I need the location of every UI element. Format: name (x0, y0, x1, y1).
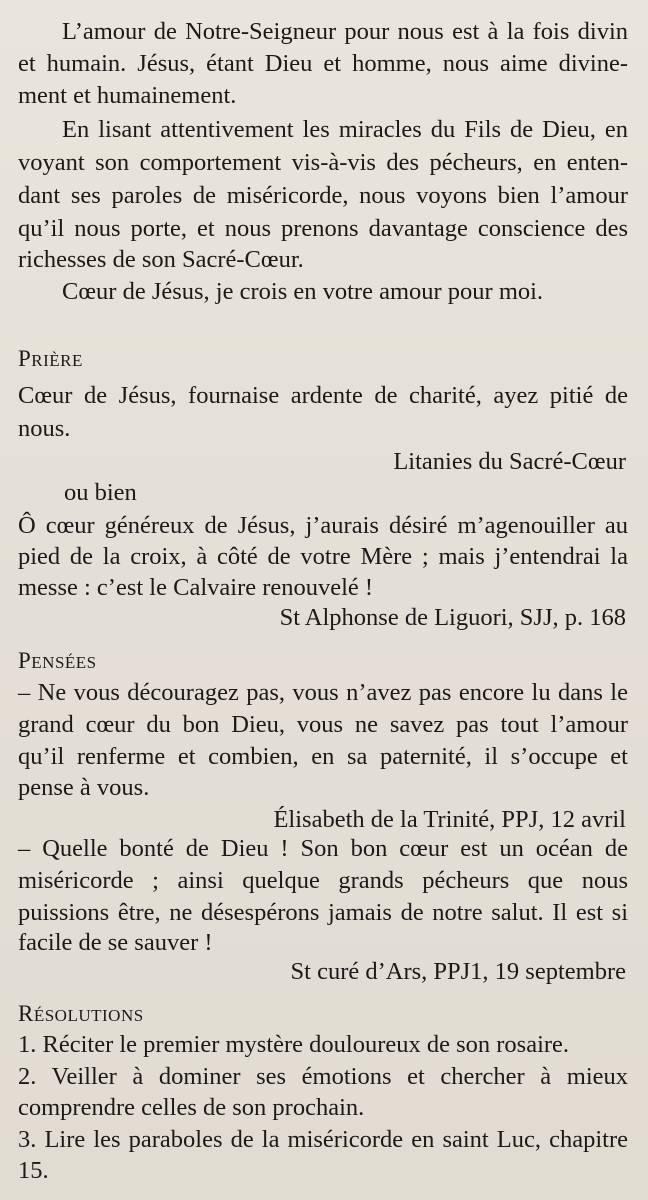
pensees-quote1-line-4: pense à vous. (18, 774, 150, 801)
pensees-heading-initial: P (18, 648, 32, 673)
priere-text1-line-2: nous. (18, 415, 71, 442)
meditation-p1-line-3: ment et humainement. (18, 82, 237, 109)
priere-heading-rest: RIÈRE (31, 351, 83, 370)
priere-source-2: St Alphonse de Liguori, SJJ, p. 168 (279, 604, 626, 631)
priere-text2-line-1: Ô cœur généreux de Jésus, j’aurais désiré m’agenouiller au (18, 512, 628, 539)
priere-heading (18, 343, 628, 377)
pensees-source-1: Élisabeth de la Trinité, PPJ, 12 avril (273, 806, 626, 833)
priere-text2-line-3: messe : c’est le Calvaire renouvelé ! (18, 574, 374, 601)
priere-text2-line-2: pied de la croix, à côté de votre Mère ; mais j’entendrai la (18, 543, 628, 570)
resolutions-heading-rest: ÉSOLUTIONS (33, 1006, 144, 1025)
priere-heading-initial: P (18, 346, 32, 371)
pensees-quote2-line-4: facile de se sauver ! (18, 929, 213, 956)
resolutions-heading (18, 998, 628, 1032)
meditation-p1-line-1: L’amour de Notre-Seigneur pour nous est à la fois divin (62, 18, 628, 45)
pensees-quote1-line-3: qu’il renferme et combien, en sa paternité, il s’occupe et (18, 743, 628, 770)
resolution-item-1: 1. Réciter le premier mystère douloureux de son rosaire. (18, 1031, 570, 1058)
meditation-p1-line-2: et humain. Jésus, étant Dieu et homme, nous aime divine- (18, 50, 628, 77)
resolution-item-2-line-1: 2. Veiller à dominer ses émotions et chercher à mieux (18, 1063, 628, 1090)
pensees-quote1-line-2: grand cœur du bon Dieu, vous ne savez pas tout l’amour (18, 711, 628, 738)
resolution-item-2-line-2: comprendre celles de son prochain. (18, 1094, 365, 1121)
pensees-quote1-line-1: – Ne vous découragez pas, vous n’avez pas encore lu dans le (18, 679, 628, 706)
pensees-quote2-line-1: – Quelle bonté de Dieu ! Son bon cœur est un océan de (18, 835, 628, 862)
meditation-p2-line-4: qu’il nous porte, et nous prenons davantage conscience des (18, 215, 628, 242)
resolution-item-3-line-1: 3. Lire les paraboles de la miséricorde en saint Luc, chapitre (18, 1126, 628, 1153)
pensees-heading (18, 645, 628, 679)
meditation-p2-line-2: voyant son comportement vis-à-vis des pécheurs, en enten- (18, 149, 628, 176)
resolutions-heading-initial: R (18, 1001, 34, 1026)
pensees-source-2: St curé d’Ars, PPJ1, 19 septembre (290, 958, 626, 985)
meditation-p2-line-5: richesses de son Sacré-Cœur. (18, 246, 304, 273)
priere-source-1: Litanies du Sacré-Cœur (393, 448, 626, 475)
priere-or: ou bien (64, 479, 137, 506)
resolution-item-3-line-2: 15. (18, 1157, 49, 1184)
priere-text1-line-1: Cœur de Jésus, fournaise ardente de charité, ayez pitié de (18, 382, 628, 409)
pensees-heading-rest: ENSÉES (31, 653, 97, 672)
meditation-p2-line-1: En lisant attentivement les miracles du Fils de Dieu, en (62, 116, 628, 143)
meditation-p2-line-3: dant ses paroles de miséricorde, nous voyons bien l’amour (18, 182, 628, 209)
meditation-invocation: Cœur de Jésus, je crois en votre amour pour moi. (62, 278, 544, 305)
pensees-quote2-line-3: puissions être, ne désespérons jamais de notre salut. Il est si (18, 899, 628, 926)
pensees-quote2-line-2: miséricorde ; ainsi quelque grands pécheurs que nous (18, 867, 628, 894)
